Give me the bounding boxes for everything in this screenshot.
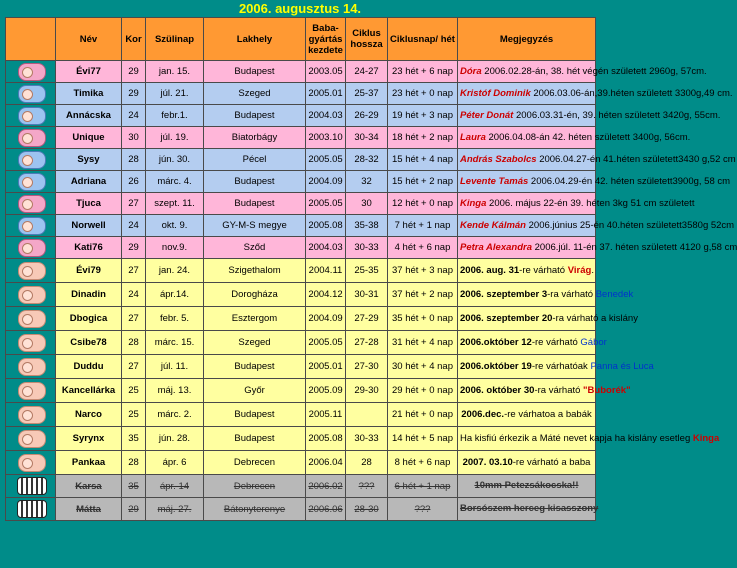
cell-ciklusnap: 14 hét + 5 nap [388,427,458,451]
cell-lakhely: Bátonyterenye [204,498,306,521]
zebra-icon [17,500,47,518]
note-name: Péter Donát [460,109,514,121]
cell-ciklusnap: 18 hét + 2 nap [388,127,458,149]
baby-pink-icon [18,239,46,257]
cell-szulinap: márc. 15. [146,331,204,355]
cell-kor: 24 [122,215,146,237]
note-pre: 2006.október 12 [460,336,532,348]
cell-ciklusnap: 7 hét + 1 nap [388,215,458,237]
cell-kezdete: 2005.01 [306,355,346,379]
crawling-baby-icon [18,334,46,352]
cell-kor: 28 [122,149,146,171]
cell-szulinap: júl. 21. [146,83,204,105]
note-mid: -re várható a baba [512,456,591,468]
cell-szulinap: ápr. 14 [146,475,204,498]
cell-nev: Évi77 [56,61,122,83]
cell-nev: Unique [56,127,122,149]
cell-ciklus: 28-30 [346,498,388,521]
cell-lakhely: Budapest [204,403,306,427]
row-icon-cell [6,127,56,149]
table-row [6,475,596,498]
cell-ciklusnap: 23 hét + 6 nap [388,61,458,83]
cell-ciklusnap: 21 hét + 0 nap [388,403,458,427]
note-pre: 2006. október 30 [460,384,535,396]
cell-ciklusnap: 37 hét + 2 nap [388,283,458,307]
crawling-baby-icon [18,430,46,448]
crawling-baby-icon [18,262,46,280]
row-icon-cell [6,475,56,498]
cell-szulinap: nov.9. [146,237,204,259]
note-text: 2006.04.29-én 42. héten született3900g, 58 cm [528,175,731,187]
cell-kor: 35 [122,427,146,451]
note-pre: 2006. szeptember 20 [460,312,553,324]
table-row [6,61,596,83]
cell-szulinap: jún. 28. [146,427,204,451]
cell-megjegyzes [458,498,599,521]
row-icon-cell [6,171,56,193]
header-szulinap: Szülinap [146,18,204,61]
note-pre: 2006. szeptember 3 [460,288,548,300]
cell-kor: 27 [122,259,146,283]
cell-kezdete: 2005.05 [306,331,346,355]
header-ciklus: Ciklus hossza [346,18,388,61]
cell-szulinap: márc. 4. [146,171,204,193]
note-name: Kinga [692,432,720,444]
crawling-baby-icon [18,286,46,304]
cell-megjegyzes [458,355,654,379]
cell-ciklusnap: 37 hét + 3 nap [388,259,458,283]
cell-szulinap: szept. 11. [146,193,204,215]
cell-szulinap: jún. 30. [146,149,204,171]
cell-megjegyzes [458,475,596,498]
cell-megjegyzes [458,149,736,171]
table-row [6,171,596,193]
note-mid: -re várhatóak [531,360,591,372]
cell-ciklus: 29-30 [346,379,388,403]
cell-kezdete: 2004.09 [306,307,346,331]
note-text: 2006.június 25-én 40.héten született3580g 52cm [526,219,735,231]
cell-lakhely: Debrecen [204,475,306,498]
table-row [6,403,596,427]
cell-kor: 29 [122,498,146,521]
cell-kor: 29 [122,83,146,105]
cell-kor: 25 [122,379,146,403]
cell-kor: 35 [122,475,146,498]
cell-nev: Annácska [56,105,122,127]
cell-lakhely: Szeged [204,83,306,105]
baby-pink-icon [18,129,46,147]
cell-ciklusnap: 23 hét + 0 nap [388,83,458,105]
row-icon-cell [6,331,56,355]
row-icon-cell [6,193,56,215]
note-post: . [591,264,594,276]
cell-ciklus: 30-34 [346,127,388,149]
note-mid: -ra várható [547,288,596,300]
cell-kezdete: 2004.12 [306,283,346,307]
cell-ciklus: 30 [346,193,388,215]
cell-kezdete: 2005.01 [306,83,346,105]
cell-ciklusnap: 19 hét + 3 nap [388,105,458,127]
crawling-baby-icon [18,454,46,472]
cell-megjegyzes [458,171,731,193]
cell-ciklusnap: 29 hét + 0 nap [388,379,458,403]
cell-kezdete: 2006.06 [306,498,346,521]
note-text: 2006.04.08-án 42. héten született 3400g, 56cm. [485,131,691,143]
cell-megjegyzes [458,237,737,259]
cell-ciklusnap: ??? [388,498,458,521]
crawling-baby-icon [18,310,46,328]
cell-kezdete: 2004.09 [306,171,346,193]
row-icon-cell [6,283,56,307]
cell-ciklus: 28 [346,451,388,475]
row-icon-cell [6,61,56,83]
row-icon-cell [6,307,56,331]
table-body [6,61,737,521]
row-icon-cell [6,403,56,427]
cell-nev: Dinadin [56,283,122,307]
row-icon-cell [6,259,56,283]
cell-ciklusnap: 15 hét + 2 nap [388,171,458,193]
cell-ciklusnap: 4 hét + 6 nap [388,237,458,259]
cell-kezdete: 2003.05 [306,61,346,83]
cell-megjegyzes [458,259,596,283]
cell-ciklus: 25-37 [346,83,388,105]
cell-kezdete: 2004.03 [306,105,346,127]
note-name: András Szabolcs [460,153,537,165]
cell-szulinap: ápr.14. [146,283,204,307]
row-icon-cell [6,83,56,105]
table-row [6,127,596,149]
cell-ciklus: 30-33 [346,237,388,259]
pregnancy-table [5,17,737,521]
table-row [6,307,596,331]
cell-nev: Mátta [56,498,122,521]
note-mid: -ra várható [534,384,584,396]
cell-megjegyzes [458,307,638,331]
cell-lakhely: Sződ [204,237,306,259]
cell-kezdete: 2005.08 [306,215,346,237]
cell-ciklus [346,403,388,427]
baby-blue-icon [18,217,46,235]
cell-lakhely: Budapest [204,105,306,127]
note-name: Panna és Luca [590,360,654,372]
row-icon-cell [6,451,56,475]
cell-ciklusnap: 35 hét + 0 nap [388,307,458,331]
note-pre: 10mm Petezsákocska!! [474,480,579,491]
table-row [6,355,596,379]
cell-lakhely: Debrecen [204,451,306,475]
cell-lakhely: Biatorbágy [204,127,306,149]
note-name: Levente Tamás [460,175,529,187]
table-row [6,215,596,237]
cell-lakhely: Pécel [204,149,306,171]
cell-nev: Tjuca [56,193,122,215]
cell-lakhely: Szeged [204,331,306,355]
cell-szulinap: jan. 15. [146,61,204,83]
cell-kor: 24 [122,105,146,127]
cell-ciklus: ??? [346,475,388,498]
cell-kezdete: 2005.11 [306,403,346,427]
cell-lakhely: GY-M-S megye [204,215,306,237]
note-text: 2006.03.31-én, 39. héten született 3420g, 55cm. [513,109,721,121]
note-text: 2006.02.28-án, 38. hét végén született 2960g, 57cm. [481,65,707,77]
row-icon-cell [6,427,56,451]
cell-megjegyzes [458,127,691,149]
cell-ciklusnap: 15 hét + 4 nap [388,149,458,171]
cell-kezdete: 2004.11 [306,259,346,283]
cell-szulinap: febr.1. [146,105,204,127]
cell-kor: 27 [122,193,146,215]
note-pre: 2007. 03.10 [462,456,513,468]
crawling-baby-icon [18,382,46,400]
cell-nev: Sysy [56,149,122,171]
cell-kor: 29 [122,237,146,259]
cell-lakhely: Budapest [204,193,306,215]
cell-lakhely: Budapest [204,171,306,193]
note-name: Virág [567,264,592,276]
note-name: Benedek [595,288,634,300]
cell-kezdete: 2006.02 [306,475,346,498]
cell-szulinap: márc. 2. [146,403,204,427]
cell-nev: Timika [56,83,122,105]
cell-ciklus: 27-29 [346,307,388,331]
note-mid: Ha kisfiú érkezik a Máté nevet kapja ha kislány esetleg [460,432,693,444]
row-icon-cell [6,149,56,171]
note-text: 2006.júl. 11-én 37. héten született 4120 g,58 cm [532,241,737,253]
cell-megjegyzes [458,451,596,475]
baby-blue-icon [18,173,46,191]
cell-ciklus: 26-29 [346,105,388,127]
cell-kezdete: 2005.09 [306,379,346,403]
row-icon-cell [6,355,56,379]
cell-megjegyzes [458,193,695,215]
cell-kor: 28 [122,331,146,355]
cell-lakhely: Dorogháza [204,283,306,307]
header-kezdete: Baba-gyártás kezdete [306,18,346,61]
cell-kor: 27 [122,355,146,379]
note-name: Kende Kálmán [460,219,526,231]
cell-nev: Adriana [56,171,122,193]
cell-nev: Narco [56,403,122,427]
cell-ciklus: 30-33 [346,427,388,451]
cell-lakhely: Esztergom [204,307,306,331]
cell-kor: 26 [122,171,146,193]
cell-kezdete: 2004.03 [306,237,346,259]
cell-megjegyzes [458,215,735,237]
note-pre: 2006.október 19 [460,360,532,372]
cell-megjegyzes [458,403,596,427]
header-ciklusnap: Ciklusnap/ hét [388,18,458,61]
cell-nev: Dbogica [56,307,122,331]
cell-ciklusnap: 6 hét + 1 nap [388,475,458,498]
note-name: Petra Alexandra [460,241,532,253]
cell-szulinap: júl. 19. [146,127,204,149]
cell-megjegyzes [458,427,720,451]
table-row [6,283,596,307]
table-row [6,379,596,403]
cell-ciklus: 30-31 [346,283,388,307]
table-row [6,259,596,283]
cell-kezdete: 2006.04 [306,451,346,475]
cell-nev: Norwell [56,215,122,237]
row-icon-cell [6,237,56,259]
cell-szulinap: febr. 5. [146,307,204,331]
cell-nev: Duddu [56,355,122,379]
cell-lakhely: Szigethalom [204,259,306,283]
cell-megjegyzes [458,83,733,105]
baby-blue-icon [18,107,46,125]
cell-kezdete: 2005.08 [306,427,346,451]
zebra-icon [17,477,47,495]
header-nev: Név [56,18,122,61]
cell-kezdete: 2005.05 [306,193,346,215]
cell-ciklus: 32 [346,171,388,193]
header-lakhely: Lakhely [204,18,306,61]
cell-kor: 29 [122,61,146,83]
cell-ciklusnap: 12 hét + 0 nap [388,193,458,215]
cell-kezdete: 2003.10 [306,127,346,149]
table-row [6,451,596,475]
cell-kezdete: 2005.05 [306,149,346,171]
baby-blue-icon [18,85,46,103]
note-mid: -ra várható a kislány [552,312,638,324]
cell-nev: Kati76 [56,237,122,259]
cell-szulinap: okt. 9. [146,215,204,237]
baby-pink-icon [18,63,46,81]
crawling-baby-icon [18,406,46,424]
note-mid: -re várható [519,264,568,276]
sheet-title: 2006. augusztus 14. [238,1,362,16]
table-row [6,427,596,451]
cell-ciklus: 28-32 [346,149,388,171]
note-text: 2006.03.06-án,39.héten született 3300g,49 cm. [530,87,733,99]
cell-nev: Kancellárka [56,379,122,403]
row-icon-cell [6,498,56,521]
cell-ciklusnap: 30 hét + 4 nap [388,355,458,379]
header-kor: Kor [122,18,146,61]
note-name: Dóra [460,65,482,77]
note-pre: 2006.dec. [461,408,505,420]
cell-nev: Évi79 [56,259,122,283]
note-name: Kinga [460,197,487,209]
cell-nev: Pankaa [56,451,122,475]
baby-pink-icon [18,195,46,213]
cell-nev: Karsa [56,475,122,498]
table-row [6,83,596,105]
note-name: "Buborék" [583,384,631,396]
cell-ciklus: 27-28 [346,331,388,355]
note-pre: 2006. aug. 31 [460,264,520,276]
cell-ciklus: 35-38 [346,215,388,237]
note-mid: -re várható [531,336,581,348]
cell-ciklus: 25-35 [346,259,388,283]
cell-kor: 28 [122,451,146,475]
cell-lakhely: Győr [204,379,306,403]
crawling-baby-icon [18,358,46,376]
cell-lakhely: Budapest [204,355,306,379]
note-text: 2006.04.27-én 41.héten született3430 g,52 cm [536,153,736,165]
cell-szulinap: máj. 27. [146,498,204,521]
header-row [6,18,596,61]
table-row [6,149,596,171]
cell-szulinap: jan. 24. [146,259,204,283]
cell-kor: 30 [122,127,146,149]
cell-megjegyzes [458,331,607,355]
table-row [6,105,596,127]
cell-lakhely: Budapest [204,427,306,451]
cell-ciklusnap: 31 hét + 4 nap [388,331,458,355]
table-row [6,498,596,521]
cell-ciklusnap: 8 hét + 6 nap [388,451,458,475]
row-icon-cell [6,379,56,403]
row-icon-cell [6,215,56,237]
table-row [6,237,596,259]
cell-megjegyzes [458,61,707,83]
cell-szulinap: máj. 13. [146,379,204,403]
note-name: Gábor [580,336,607,348]
cell-szulinap: júl. 11. [146,355,204,379]
cell-kor: 25 [122,403,146,427]
cell-ciklus: 27-30 [346,355,388,379]
table-row [6,193,596,215]
cell-ciklus: 24-27 [346,61,388,83]
note-name: Kristóf Dominik [460,87,531,99]
cell-nev: Csibe78 [56,331,122,355]
cell-lakhely: Budapest [204,61,306,83]
baby-blue-icon [18,151,46,169]
cell-kor: 27 [122,307,146,331]
note-mid: -re várhatoa a babák [504,408,592,420]
header-corner [6,18,56,61]
note-text: 2006. május 22-én 39. héten 3kg 51 cm született [486,197,695,209]
cell-megjegyzes [458,283,634,307]
row-icon-cell [6,105,56,127]
cell-megjegyzes [458,105,721,127]
note-name: Laura [460,131,486,143]
cell-szulinap: ápr. 6 [146,451,204,475]
note-pre: Borsószem herceg kisasszony [460,503,599,514]
table-row [6,331,596,355]
header-megjegyzes: Megjegyzés [458,18,596,61]
cell-nev: Syrynx [56,427,122,451]
cell-megjegyzes [458,379,631,403]
cell-kor: 24 [122,283,146,307]
